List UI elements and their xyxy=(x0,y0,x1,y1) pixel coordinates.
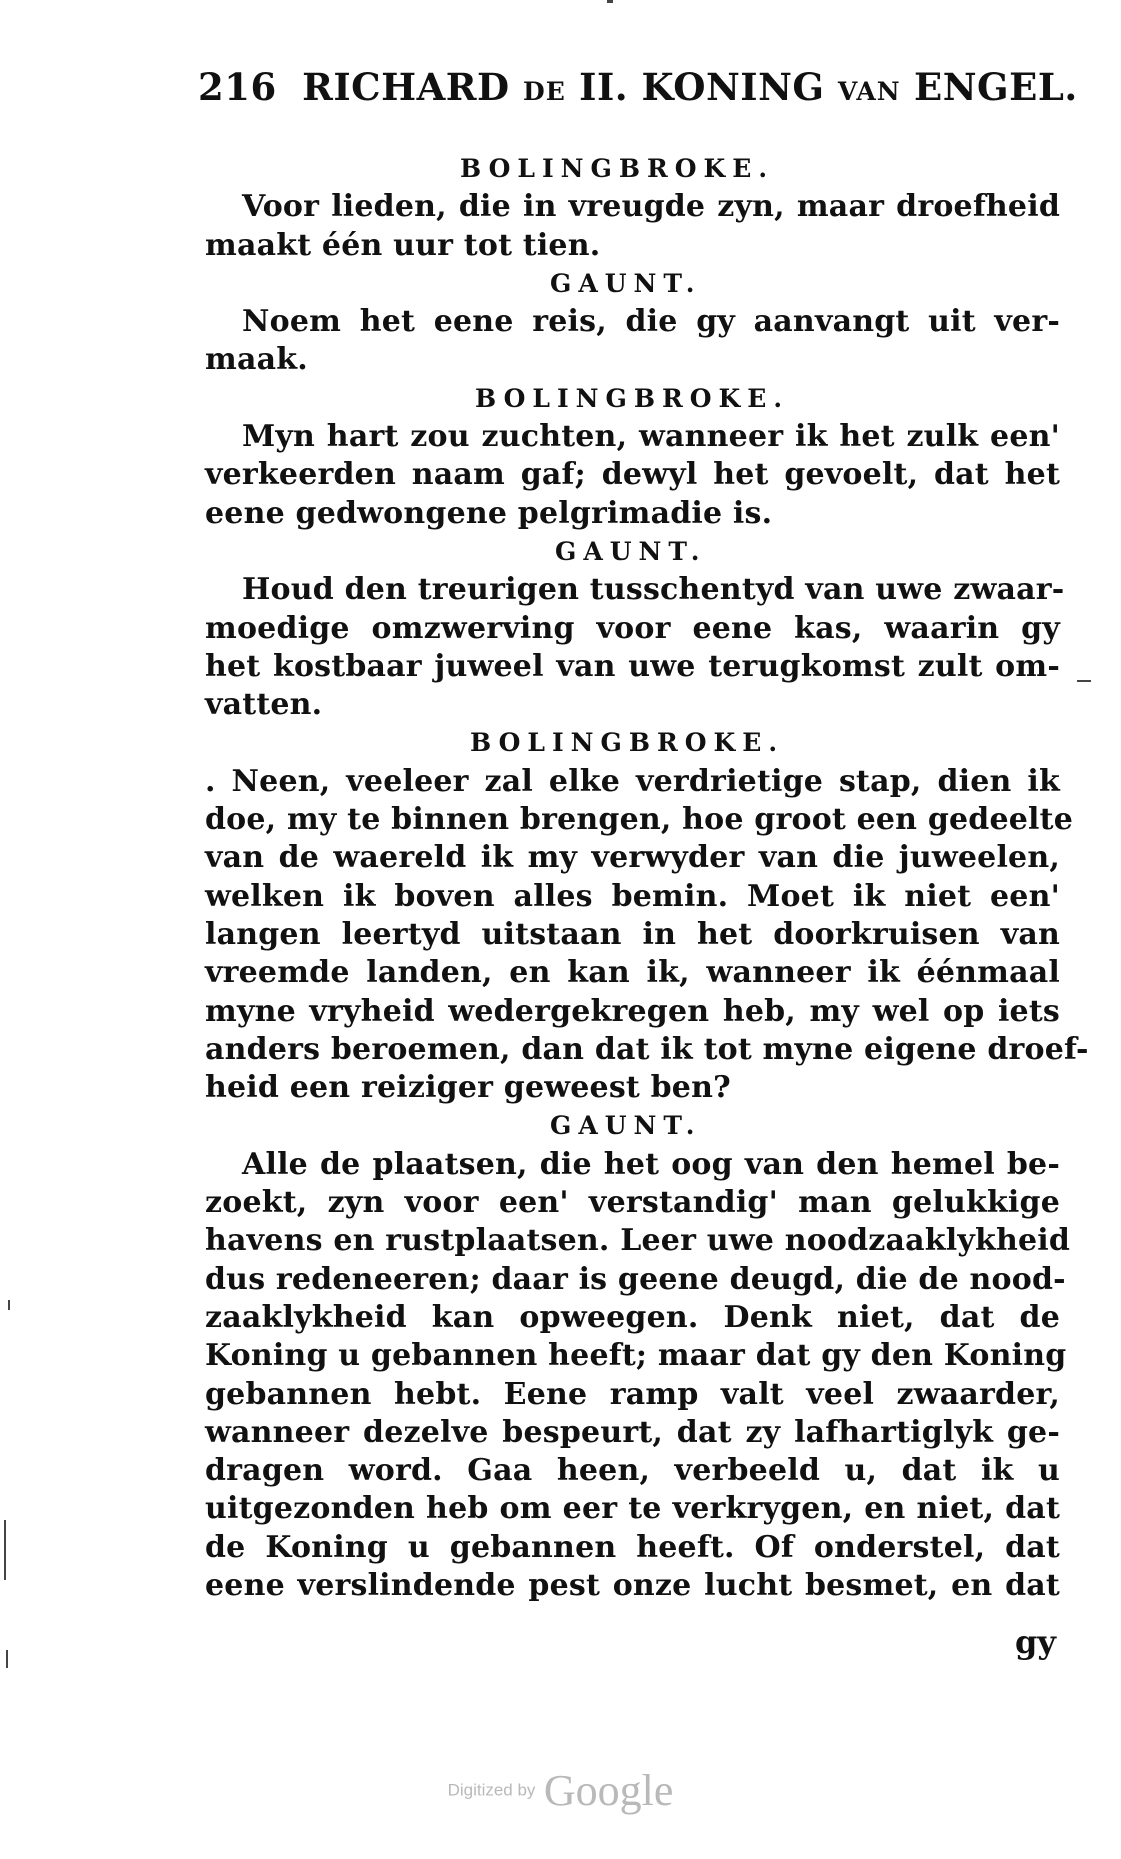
text-line: dus redeneeren; daar is geene deugd, die de nood- xyxy=(205,1261,1066,1297)
text-line: langen leertyd uitstaan in het doorkruisen van xyxy=(205,916,1060,952)
scan-mark xyxy=(4,1520,6,1580)
text-line: het kostbaar juweel van uwe terugkomst zult om- xyxy=(205,648,1060,684)
running-head-title-1: RICHARD xyxy=(302,65,510,109)
text-line: wanneer dezelve bespeurt, dat zy lafhartiglyk ge- xyxy=(205,1414,1060,1450)
text-line: uitgezonden heb om eer te verkrygen, en niet, dat xyxy=(205,1491,1060,1527)
text-line: eene verslindende pest onze lucht besmet, en dat xyxy=(205,1567,1060,1603)
text-line: eene gedwongene pelgrimadie is. xyxy=(205,495,773,531)
text-line: Alle de plaatsen, die het oog van den hemel be- xyxy=(242,1146,1060,1182)
running-head-de: DE xyxy=(523,77,566,106)
text-line: Myn hart zou zuchten, wanneer ik het zulk een' xyxy=(242,419,1060,455)
running-head-van: VAN xyxy=(837,77,901,106)
speaker-name: GAUNT. xyxy=(550,268,702,298)
text-line: maak. xyxy=(205,342,308,378)
text-line: van de waereld ik my verwyder van die juweelen, xyxy=(205,840,1060,876)
scan-mark xyxy=(8,1300,10,1310)
text-line: anders beroemen, dan dat ik tot myne eigene droef- xyxy=(205,1031,1089,1067)
text-line: vreemde landen, en kan ik, wanneer ik éénmaal xyxy=(205,955,1060,991)
google-logo: Google xyxy=(543,1766,674,1815)
running-head xyxy=(198,62,1078,112)
text-line: verkeerden naam gaf; dewyl het gevoelt, dat het xyxy=(205,457,1060,493)
text-line: havens en rustplaatsen. Leer uwe noodzaaklykheid xyxy=(205,1223,1071,1259)
text-line: heid een reiziger geweest ben? xyxy=(205,1070,731,1106)
speaker-name: BOLINGBROKE. xyxy=(475,383,790,413)
text-line: moedige omzwerving voor eene kas, waarin gy xyxy=(205,610,1060,646)
text-line: Koning u gebannen heeft; maar dat gy den Koning xyxy=(205,1338,1067,1374)
text-line: vatten. xyxy=(205,687,323,723)
text-line: . Neen, veeleer zal elke verdrietige stap, dien ik xyxy=(205,763,1060,799)
catchword: gy xyxy=(1015,1623,1056,1661)
page-body xyxy=(205,150,1089,1605)
scan-mark xyxy=(1077,680,1091,682)
text-line: maakt één uur tot tien. xyxy=(205,227,601,263)
running-head-title-2: II. KONING xyxy=(579,65,825,109)
speaker-name: GAUNT. xyxy=(555,536,707,566)
speaker-name: BOLINGBROKE. xyxy=(470,728,785,758)
scan-mark xyxy=(607,0,613,3)
text-line: de Koning u gebannen heeft. Of onderstel, dat xyxy=(205,1529,1060,1565)
text-line: myne vryheid wedergekregen heb, my wel op iets xyxy=(205,993,1060,1029)
digitization-footer xyxy=(0,1765,1121,1816)
text-line: gebannen hebt. Eene ramp valt veel zwaarder, xyxy=(205,1376,1060,1412)
text-line: welken ik boven alles bemin. Moet ik niet een' xyxy=(205,878,1060,914)
speaker-name: GAUNT. xyxy=(550,1111,702,1141)
scan-mark xyxy=(6,1650,8,1668)
text-line: Noem het eene reis, die gy aanvangt uit ver- xyxy=(242,304,1060,340)
text-line: Voor lieden, die in vreugde zyn, maar droefheid xyxy=(242,189,1060,225)
digitized-by-text: Digitized by xyxy=(447,1780,536,1800)
text-line: zaaklykheid kan opweegen. Denk niet, dat de xyxy=(205,1299,1060,1335)
speaker-name: BOLINGBROKE. xyxy=(460,154,775,183)
text-line: Houd den treurigen tusschentyd van uwe zwaar- xyxy=(242,572,1065,608)
text-line: doe, my te binnen brengen, hoe groot een gedeelte xyxy=(205,802,1073,838)
text-line: zoekt, zyn voor een' verstandig' man gelukkige xyxy=(205,1185,1060,1221)
text-line: dragen word. Gaa heen, verbeeld u, dat ik u xyxy=(205,1453,1060,1489)
page-number: 216 xyxy=(198,65,277,109)
running-head-title-3: ENGEL. xyxy=(914,65,1078,109)
